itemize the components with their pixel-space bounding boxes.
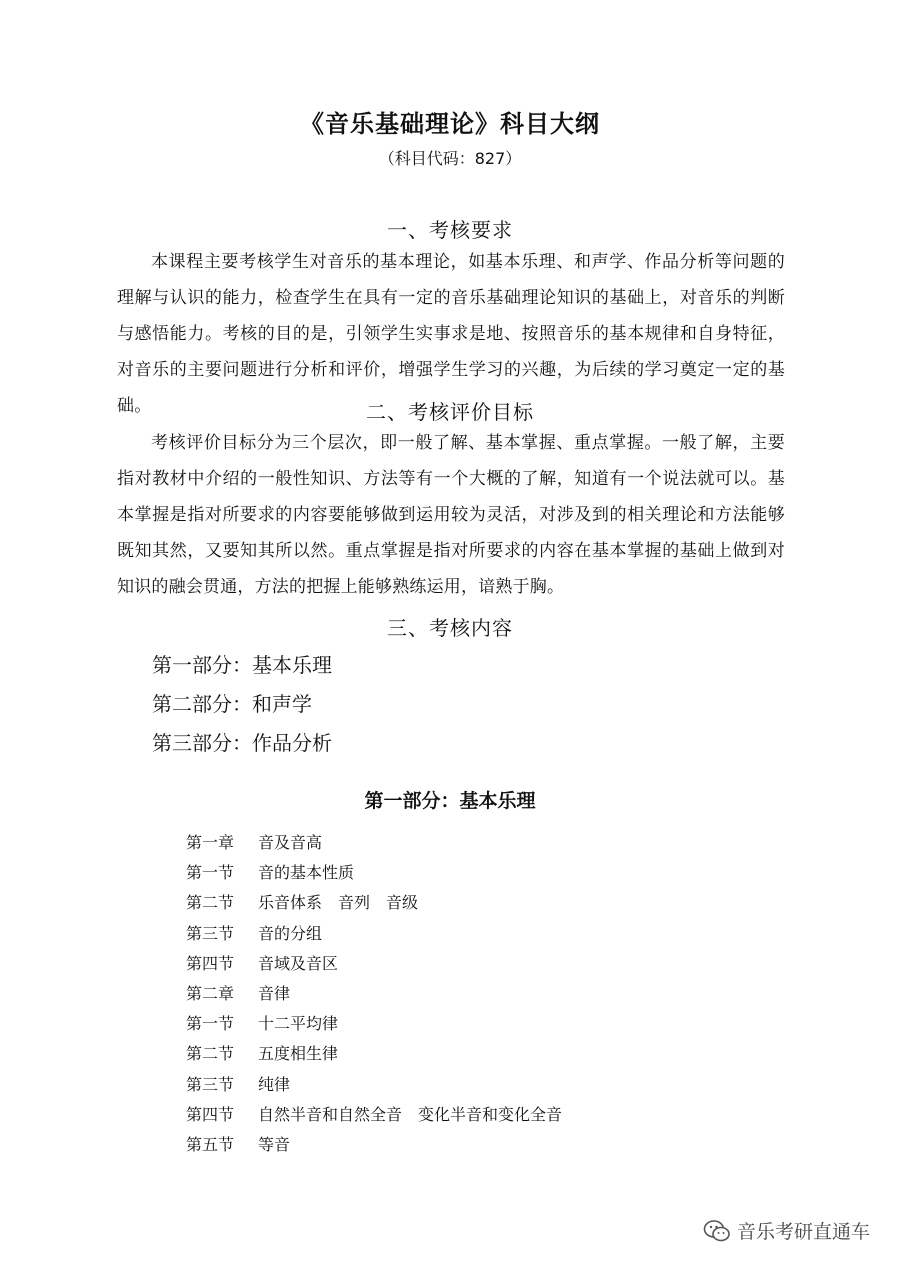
toc-label: 第四节 — [186, 953, 235, 973]
toc-text: 五度相生律 — [258, 1044, 339, 1064]
toc-row — [186, 981, 562, 1011]
toc-row — [186, 951, 562, 981]
subject-code: （科目代码：827） — [378, 149, 522, 168]
toc-label: 第四节 — [186, 1104, 235, 1124]
parts-list — [152, 650, 332, 767]
part-item: 第三部分：作品分析 — [152, 731, 332, 755]
section-heading-content: 三、考核内容 — [387, 616, 513, 640]
part-item: 第二部分：和声学 — [152, 692, 312, 716]
toc-row — [186, 1072, 562, 1102]
toc-row — [186, 830, 562, 860]
toc-row — [186, 860, 562, 890]
section-paragraph-objectives: 考核评价目标分为三个层次，即一般了解、基本掌握、重点掌握。一般了解，主要指对教材中介绍的一般性知识、方法等有一个大概的了解，知道有一个说法就可以。基本掌握是指对所要求的内容要能够做到运用较为灵活，对涉及到的相关理论和方法能够既知其然，又要知其所以然。重点掌握是指对所要求的内容在基本掌握的基础上做到对知识的融会贯通，方法的把握上能够熟练运用，谙熟于胸。 — [117, 433, 785, 597]
toc-row — [186, 1041, 562, 1071]
toc-label: 第二章 — [186, 983, 235, 1003]
toc-text: 乐音体系 音列 音级 — [258, 893, 419, 913]
part-one-title: 第一部分：基本乐理 — [364, 790, 536, 812]
toc-text: 纯律 — [258, 1074, 291, 1094]
toc-text: 自然半音和自然全音 变化半音和变化全音 — [258, 1104, 563, 1124]
toc-label: 第二节 — [186, 893, 235, 913]
toc-label: 第五节 — [186, 1134, 235, 1154]
toc-row — [186, 1102, 562, 1132]
section-heading-objectives: 二、考核评价目标 — [366, 400, 534, 424]
toc-label: 第一章 — [186, 833, 235, 852]
toc-row — [186, 890, 562, 920]
toc-label: 第三节 — [186, 1074, 235, 1094]
toc-label: 第三节 — [186, 923, 235, 943]
toc-row — [186, 1011, 562, 1041]
toc-text: 音的基本性质 — [258, 863, 355, 883]
section-paragraph-requirements: 本课程主要考核学生对音乐的基本理论，如基本乐理、和声学、作品分析等问题的理解与认识的能力，检查学生在具有一定的音乐基础理论知识的基础上，对音乐的判断与感悟能力。考核的目的是，引领学生实事求是地、按照音乐的基本规律和自身特征，对音乐的主要问题进行分析和评价，增强学生学习的兴趣，为后续的学习奠定一定的基础。 — [117, 252, 785, 416]
toc-text: 音域及音区 — [258, 953, 339, 973]
toc-label: 第一节 — [186, 1014, 235, 1034]
toc-label: 第一节 — [186, 863, 235, 883]
toc-text: 音的分组 — [258, 923, 323, 943]
toc-row — [186, 1132, 562, 1162]
toc-row — [186, 921, 562, 951]
toc-label: 第二节 — [186, 1044, 235, 1064]
part-item: 第一部分：基本乐理 — [152, 653, 332, 677]
chapter-list — [186, 830, 562, 1162]
toc-text: 等音 — [258, 1134, 291, 1154]
page-title: 《音乐基础理论》科目大纲 — [300, 110, 600, 138]
wechat-icon — [703, 1219, 731, 1243]
watermark — [703, 1217, 870, 1244]
toc-text: 十二平均律 — [258, 1014, 339, 1034]
toc-text: 音律 — [258, 983, 291, 1003]
toc-text: 音及音高 — [258, 833, 323, 852]
watermark-text: 音乐考研直通车 — [736, 1221, 870, 1243]
section-heading-requirements: 一、考核要求 — [387, 218, 513, 242]
